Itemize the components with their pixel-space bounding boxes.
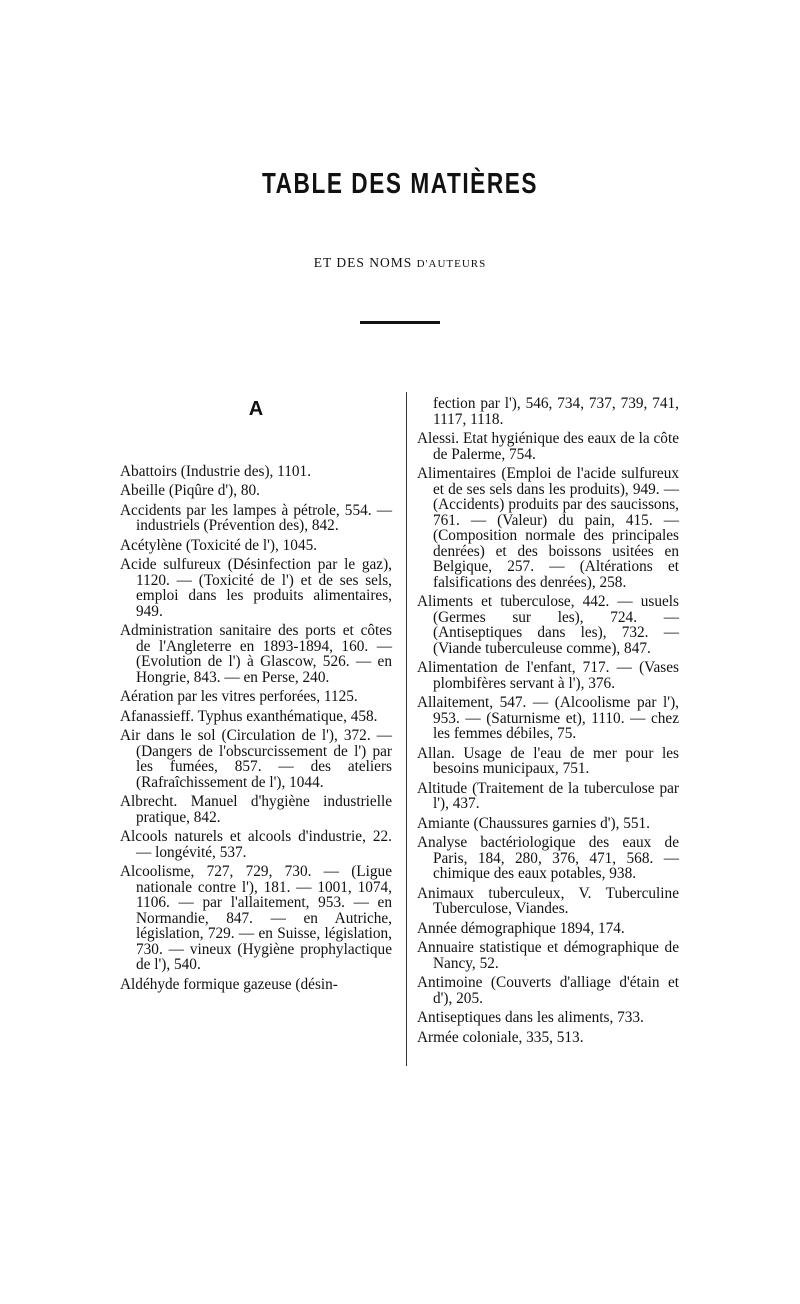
index-entry: Antiseptiques dans les aliments, 733. bbox=[417, 1009, 644, 1026]
index-entry: Annuaire statistique et démographique de Nancy, 52. bbox=[417, 939, 679, 972]
page-subtitle bbox=[0, 255, 800, 271]
right-column bbox=[417, 396, 679, 1049]
index-entry: Animaux tuberculeux, V. Tuberculine Tuberculose, Viandes. bbox=[417, 884, 679, 917]
index-entry: Abattoirs (Industrie des), 1101. bbox=[120, 462, 312, 480]
index-entry: Acide sulfureux (Désinfection par le gaz), 1120. — (Toxicité de l') et de ses sels, emploi dans les produits alimentaires, 949. bbox=[120, 556, 392, 620]
index-entry: Aliments et tuberculose, 442. — usuels (Germes sur les), 724. — (Antiseptiques dans les), 732. — (Viande tuberculeuse comme), 847. bbox=[417, 593, 679, 657]
subtitle-suffix: D'AUTEURS bbox=[416, 258, 487, 270]
index-entry: Administration sanitaire des ports et côtes de l'Angleterre en 1893-1894, 160. — (Evolution de l') à Glascow, 526. — en Hongrie, 843. — en Perse, 240. bbox=[120, 622, 392, 686]
index-entry: Antimoine (Couverts d'alliage d'étain et d'), 205. bbox=[417, 974, 679, 1007]
page-title: TABLE DES MATIÈRES bbox=[261, 168, 539, 200]
index-entry: Alcoolisme, 727, 729, 730. — (Ligue nationale contre l'), 181. — 1001, 1074, 1106. — par l'allaitement, 953. — en Normandie, 847. — en Autriche, législation, 729. — en Suisse, législation, 730. — vineux (Hygiène prophylactique de l'), 540. bbox=[120, 863, 392, 973]
index-entry: Accidents par les lampes à pétrole, 554. — industriels (Prévention des), 842. bbox=[120, 501, 392, 534]
index-entry: Alimentation de l'enfant, 717. — (Vases plombifères servant à l'), 376. bbox=[417, 659, 679, 692]
index-entry: Abeille (Piqûre d'), 80. bbox=[120, 482, 260, 499]
index-entry: Amiante (Chaussures garnies d'), 551. bbox=[417, 814, 651, 832]
index-entry: Altitude (Traitement de la tuberculose par l'), 437. bbox=[417, 779, 679, 812]
index-entry: Albrecht. Manuel d'hygiène industrielle pratique, 842. bbox=[120, 793, 392, 826]
index-entry: Analyse bactériologique des eaux de Paris, 184, 280, 376, 471, 568. — chimique des eaux potables, 938. bbox=[417, 834, 679, 882]
index-entry: Acétylène (Toxicité de l'), 1045. bbox=[120, 536, 318, 554]
title-rule bbox=[360, 321, 440, 324]
index-entry: Aération par les vitres perforées, 1125. bbox=[120, 688, 358, 705]
index-entry: Afanassieff. Typhus exanthématique, 458. bbox=[120, 707, 378, 725]
index-entry: Alcools naturels et alcools d'industrie, 22. — longévité, 537. bbox=[120, 828, 392, 861]
index-entry: Année démographique 1894, 174. bbox=[417, 919, 625, 937]
index-entry: Armée coloniale, 335, 513. bbox=[417, 1028, 584, 1046]
section-letter: A bbox=[248, 398, 264, 420]
subtitle-prefix: ET DES NOMS bbox=[313, 255, 413, 270]
left-column bbox=[120, 398, 392, 996]
index-entry: Alimentaires (Emploi de l'acide sulfureux et de ses sels dans les produits), 949. — (Accidents) produits par des saucissons, 761. — (Valeur) du pain, 415. — (Composition normale des principales denrées) et des boissons usitées en Belgique, 257. — (Altérations et falsifications des denrées), 258. bbox=[417, 465, 679, 591]
index-entry: Allaitement, 547. — (Alcoolisme par l'), 953. — (Saturnisme et), 1110. — chez les femmes débiles, 75. bbox=[417, 694, 679, 742]
column-divider bbox=[406, 392, 407, 1066]
index-entry-continued: fection par l'), 546, 734, 737, 739, 741, 1117, 1118. bbox=[433, 395, 679, 428]
index-entry: Alessi. Etat hygiénique des eaux de la côte de Palerme, 754. bbox=[417, 430, 679, 463]
index-entry: Aldéhyde formique gazeuse (désin- bbox=[120, 975, 338, 993]
index-entry: Allan. Usage de l'eau de mer pour les besoins municipaux, 751. bbox=[417, 744, 679, 777]
index-entry: Air dans le sol (Circulation de l'), 372. — (Dangers de l'obscurcissement de l') par les fumées, 857. — des ateliers (Rafraîchissement de l'), 1044. bbox=[120, 727, 392, 791]
